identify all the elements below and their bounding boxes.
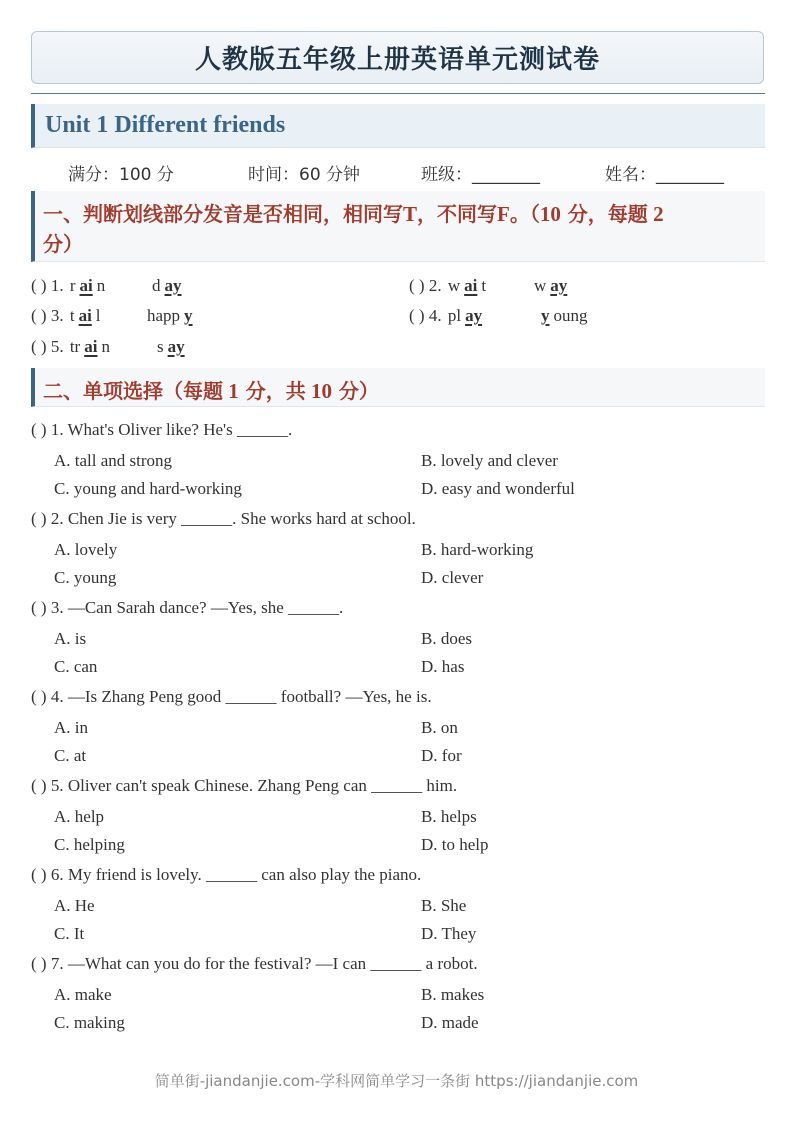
option-c: C. young (54, 568, 117, 587)
option-d: D. made (421, 1013, 479, 1032)
pronunciation-item: ( ) 2. w ai t (409, 276, 487, 295)
option-a: A. lovely (54, 540, 118, 559)
option-d: D. to help (421, 835, 489, 854)
option-d: D. They (421, 924, 477, 943)
option-a: A. make (54, 985, 112, 1004)
pronunciation-word: w ay (534, 276, 568, 295)
pronunciation-word: d ay (152, 276, 182, 295)
title-box (31, 31, 764, 84)
option-a: A. help (54, 807, 105, 826)
option-a: A. is (54, 629, 87, 648)
option-b: B. on (421, 718, 458, 737)
option-c: C. young and hard-working (54, 479, 242, 498)
title-divider (31, 93, 765, 94)
unit-title: Unit 1 Different friends (45, 112, 286, 138)
option-b: B. She (421, 896, 467, 915)
option-a: A. tall and strong (54, 451, 173, 470)
question-stem: ( ) 2. Chen Jie is very ______. She works hard at school. (31, 509, 416, 528)
option-c: C. making (54, 1013, 125, 1032)
question-stem: ( ) 6. My friend is lovely. ______ can also play the piano. (31, 865, 422, 884)
option-c: C. at (54, 746, 87, 765)
question-stem: ( ) 3. —Can Sarah dance? —Yes, she ______. (31, 598, 344, 617)
question-stem: ( ) 7. —What can you do for the festival? —I can ______ a robot. (31, 954, 478, 973)
pronunciation-word: s ay (157, 337, 185, 356)
question-stem: ( ) 5. Oliver can't speak Chinese. Zhang Peng can ______ him. (31, 776, 458, 795)
section1-heading: 一、判断划线部分发音是否相同，相同写T，不同写F。（10 分，每题 2 分） (31, 191, 765, 262)
option-c: C. can (54, 657, 98, 676)
option-d: D. easy and wonderful (421, 479, 575, 498)
footer-text: 简单街-jiandanjie.com-学科网简单学习一条街 https://jiandanjie.com (154, 1072, 639, 1090)
option-b: B. lovely and clever (421, 451, 558, 470)
question-stem: ( ) 4. —Is Zhang Peng good ______ football? —Yes, he is. (31, 687, 432, 706)
pronunciation-word: happ y (147, 306, 193, 325)
score-label: 满分：100 分 (68, 165, 174, 185)
option-b: B. does (421, 629, 472, 648)
question-stem: ( ) 1. What's Oliver like? He's ______. (31, 420, 293, 439)
pronunciation-item: ( ) 1. r ai n (31, 276, 106, 295)
option-b: B. makes (421, 985, 485, 1004)
pronunciation-item: ( ) 5. tr ai n (31, 337, 110, 356)
info-row (0, 158, 793, 184)
name-field: 姓名：________ (605, 165, 724, 185)
option-a: A. He (54, 896, 95, 915)
option-c: C. It (54, 924, 85, 943)
pronunciation-word: y oung (541, 306, 588, 325)
option-a: A. in (54, 718, 88, 737)
option-d: D. clever (421, 568, 484, 587)
option-b: B. helps (421, 807, 477, 826)
option-d: D. for (421, 746, 462, 765)
section2-heading: 二、单项选择（每题 1 分，共 10 分） (31, 368, 765, 407)
pronunciation-item: ( ) 4. pl ay (409, 306, 483, 325)
unit-header (31, 104, 765, 148)
class-field: 班级：________ (421, 165, 540, 185)
option-c: C. helping (54, 835, 125, 854)
page-title: 人教版五年级上册英语单元测试卷 (194, 45, 600, 75)
pronunciation-item: ( ) 3. t ai l (31, 306, 101, 325)
option-b: B. hard-working (421, 540, 534, 559)
time-label: 时间：60 分钟 (248, 165, 361, 185)
option-d: D. has (421, 657, 465, 676)
